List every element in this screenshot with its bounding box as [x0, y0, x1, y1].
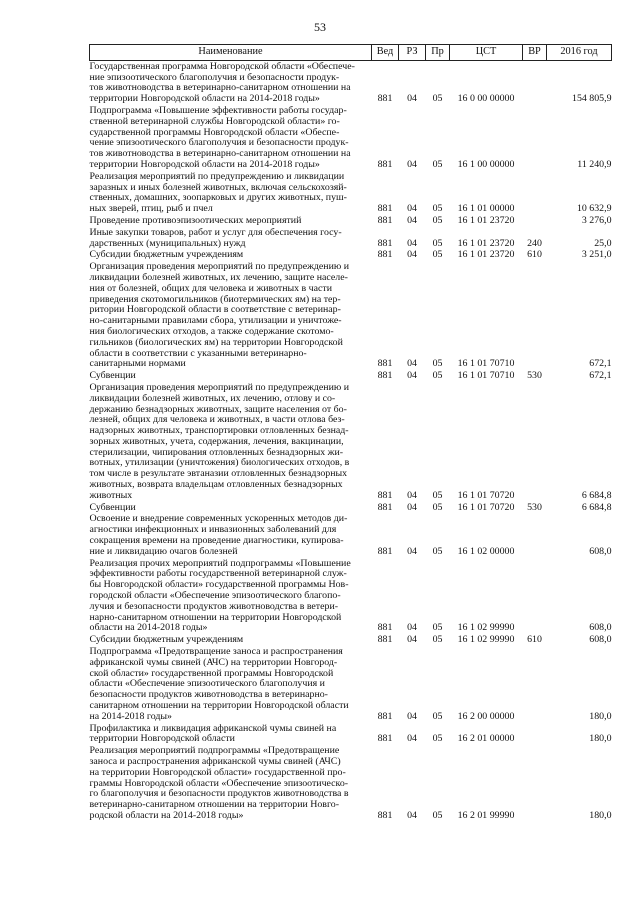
row-name — [90, 227, 372, 250]
row-pr: 05 — [432, 733, 443, 745]
row-name-line: Субвенции — [89, 501, 136, 513]
row-name-line: Иные закупки товаров, работ и услуг для обеспечения госу- — [89, 226, 342, 238]
row-vr: 530 — [527, 501, 542, 513]
row-name-line: ской области» государственной программы Новгородской — [89, 667, 334, 679]
row-name-line: ственных, домашних, зоопарковых и других животных, пуш- — [89, 192, 347, 204]
header-rz: РЗ — [399, 45, 426, 61]
row-name-line: Профилактика и ликвидация африканской чумы свиней на — [89, 722, 337, 734]
row-name-line: ликвидации болезней животных, их лечению, отлову и со- — [89, 392, 336, 404]
row-cst: 16 1 01 70720 — [457, 501, 515, 513]
row-ved: 881 — [377, 237, 393, 249]
row-rz: 04 — [407, 203, 417, 215]
row-name-line: Подпрограмма «Предотвращение заноса и распространения — [89, 646, 343, 658]
row-rz: 04 — [407, 710, 417, 722]
row-name-line: нарно-санитарном отношении на территории Новгородской — [89, 611, 342, 623]
row-cst: 16 1 01 70710 — [457, 370, 515, 382]
row-name — [90, 171, 372, 215]
table-row — [90, 105, 612, 171]
row-ved: 881 — [377, 93, 393, 105]
row-name-line: ственной ветеринарной службы Новгородской области» го- — [89, 115, 340, 127]
row-pr: 05 — [432, 249, 443, 261]
row-name-line: Освоение и внедрение современных ускоренных методов ди- — [89, 513, 348, 525]
row-amount: 6 684,8 — [581, 489, 612, 501]
table-row — [90, 382, 612, 502]
row-vr — [523, 261, 547, 370]
row-name-line: граммы Новгородской области «Обеспечение эпизоотическо- — [89, 777, 349, 789]
row-ved: 881 — [377, 203, 393, 215]
row-rz: 04 — [407, 733, 417, 745]
row-name-line: приведения скотомогильников (биотермических ям) на тер- — [89, 293, 341, 305]
row-cst: 16 1 02 99990 — [457, 634, 515, 646]
row-vr: 610 — [527, 249, 542, 261]
row-amount: 180,0 — [589, 710, 612, 722]
table-row — [90, 215, 612, 227]
row-ved: 881 — [377, 489, 393, 501]
row-name — [90, 745, 372, 822]
header-pr: Пр — [426, 45, 450, 61]
row-name — [90, 723, 372, 746]
row-name — [90, 249, 372, 261]
row-name-line: заразных и иных болезней животных, включая сельскохозяй- — [89, 181, 347, 193]
table-row — [90, 634, 612, 646]
row-amount: 6 684,8 — [581, 501, 612, 513]
table-row — [90, 370, 612, 382]
row-name-line: том числе в результате эвтаназии отловленных безнадзорных — [89, 468, 348, 480]
row-cst: 16 0 00 00000 — [457, 93, 515, 105]
row-vr — [523, 105, 547, 171]
row-name — [90, 105, 372, 171]
table-row — [90, 745, 612, 822]
row-ved: 881 — [377, 501, 393, 513]
row-name-line: территории Новгородской области на 2014-2018 годы» — [89, 158, 320, 170]
row-ved: 881 — [377, 158, 393, 170]
row-rz: 04 — [407, 158, 417, 170]
row-name-line: гильников (биологических ям) на территории Новгородской — [89, 336, 343, 348]
row-amount: 608,0 — [589, 634, 612, 646]
row-ved: 881 — [377, 545, 393, 557]
row-name-line: стерилизации, чипирования отловленных безнадзорных жи- — [89, 446, 344, 458]
row-ved: 881 — [377, 370, 393, 382]
table-row — [90, 249, 612, 261]
row-name-line: вотных, утилизации (уничтожения) биологических отходов, в — [89, 457, 350, 469]
row-name-line: сударственной программы Новгородской области «Обеспе- — [89, 126, 340, 138]
row-name — [90, 646, 372, 723]
row-pr: 05 — [432, 158, 443, 170]
table-row — [90, 227, 612, 250]
row-name-line: но-санитарными правилами сбора, утилизации и уничтоже- — [89, 315, 342, 327]
row-name-line: африканской чумы свиней (АЧС) на территории Новгород- — [89, 656, 338, 668]
row-pr: 05 — [432, 545, 443, 557]
budget-table — [89, 44, 612, 822]
row-rz: 04 — [407, 489, 417, 501]
row-vr: 240 — [527, 237, 542, 249]
row-name-line: эффективности работы государственной ветеринарной служ- — [89, 568, 347, 580]
row-name-line: Проведение противоэпизоотических мероприятий — [89, 214, 302, 226]
header-cst: ЦСТ — [450, 45, 523, 61]
table-row — [90, 723, 612, 746]
row-name — [90, 502, 372, 514]
row-amount: 154 805,9 — [572, 93, 612, 105]
row-ved: 881 — [377, 733, 393, 745]
table-row — [90, 171, 612, 215]
row-name-line: ритории Новгородской области в соответствие с ветеринар- — [89, 304, 341, 316]
row-rz: 04 — [407, 622, 417, 634]
row-name-line: держанию безнадзорных животных, защите населения от бо- — [89, 403, 347, 415]
row-ved: 881 — [377, 809, 393, 821]
table-row — [90, 558, 612, 635]
row-amount: 10 632,9 — [576, 203, 612, 215]
row-vr — [523, 382, 547, 502]
row-name-line: Реализация мероприятий по предупреждению и ликвидации — [89, 170, 345, 182]
row-name — [90, 60, 372, 105]
row-name-line: Реализация прочих мероприятий подпрограммы «Повышение — [89, 557, 351, 569]
row-name-line: ние и ликвидацию очагов болезней — [89, 545, 238, 557]
table-body — [90, 60, 612, 821]
row-ved: 881 — [377, 249, 393, 261]
row-name — [90, 215, 372, 227]
row-pr: 05 — [432, 809, 443, 821]
row-pr: 05 — [432, 710, 443, 722]
row-name-line: Реализация мероприятий подпрограммы «Предотвращение — [89, 745, 340, 757]
row-cst: 16 1 02 00000 — [457, 545, 515, 557]
row-name-line: на 2014-2018 годы» — [89, 710, 172, 722]
row-amount: 180,0 — [589, 809, 612, 821]
row-rz: 04 — [407, 249, 417, 261]
row-rz: 04 — [407, 545, 417, 557]
row-name-line: территории Новгородской области — [89, 733, 235, 745]
row-vr — [523, 723, 547, 746]
row-name-line: лезней, общих для человека и животных, в части отлова без- — [89, 414, 345, 426]
row-name — [90, 634, 372, 646]
row-pr: 05 — [432, 358, 443, 370]
row-name-line: городской области «Обеспечение эпизоотического благопо- — [89, 590, 341, 602]
row-pr: 05 — [432, 370, 443, 382]
row-name-line: сокращения времени на проведение диагностики, купирова- — [89, 535, 344, 547]
row-name-line: бы Новгородской области» государственной программы Нов- — [89, 579, 349, 591]
row-name-line: дарственных (муниципальных) нужд — [89, 237, 246, 249]
row-pr: 05 — [432, 489, 443, 501]
row-name-line: агностики инфекционных и инвазионных заболеваний для — [89, 524, 337, 536]
row-amount: 608,0 — [589, 545, 612, 557]
row-name — [90, 513, 372, 557]
row-cst: 16 2 01 00000 — [457, 733, 515, 745]
row-cst: 16 1 01 00000 — [457, 203, 515, 215]
row-pr: 05 — [432, 203, 443, 215]
row-pr: 05 — [432, 501, 443, 513]
row-amount: 180,0 — [589, 733, 612, 745]
row-cst: 16 2 01 99990 — [457, 809, 515, 821]
row-name-line: Организация проведения мероприятий по предупреждению и — [89, 261, 350, 273]
row-name-line: Подпрограмма «Повышение эффективности работы государ- — [89, 104, 347, 116]
row-cst: 16 1 01 23720 — [457, 237, 515, 249]
row-name-line: ветеринарно-санитарном отношении на территории Новго- — [89, 799, 339, 811]
row-ved: 881 — [377, 358, 393, 370]
row-name-line: го благополучия и безопасности продуктов животноводства в — [89, 788, 349, 800]
row-pr: 05 — [432, 93, 443, 105]
row-name-line: Государственная программа Новгородской области «Обеспече- — [89, 60, 355, 72]
row-rz: 04 — [407, 501, 417, 513]
row-name-line: Субсидии бюджетным учреждениям — [89, 634, 244, 646]
row-name-line: надзорных животных, транспортировки отловленных безнад- — [89, 425, 349, 437]
row-ved: 881 — [377, 634, 393, 646]
row-rz: 04 — [407, 214, 417, 226]
row-rz: 04 — [407, 809, 417, 821]
page-number: 53 — [314, 20, 326, 34]
header-name: Наименование — [90, 45, 372, 61]
row-cst: 16 1 01 70710 — [457, 358, 515, 370]
header-amount: 2016 год — [547, 45, 612, 61]
row-name-line: области на 2014-2018 годы» — [89, 622, 208, 634]
row-rz: 04 — [407, 237, 417, 249]
row-name — [90, 370, 372, 382]
row-name-line: чение эпизоотического благополучия и безопасности продук- — [89, 137, 349, 149]
row-name-line: лучия и безопасности продуктов животноводства в ветери- — [89, 600, 339, 612]
table-row — [90, 261, 612, 370]
row-pr: 05 — [432, 622, 443, 634]
row-name-line: Субсидии бюджетным учреждениям — [89, 249, 244, 261]
row-ved: 881 — [377, 622, 393, 634]
row-ved: 881 — [377, 710, 393, 722]
row-rz: 04 — [407, 370, 417, 382]
row-amount: 672,1 — [589, 370, 612, 382]
row-name-line: санитарном отношении на территории Новгородской области — [89, 700, 349, 712]
row-name-line: Организация проведения мероприятий по предупреждению и — [89, 381, 350, 393]
row-name-line: ния биологических отходов, а также содержание скотомо- — [89, 325, 334, 337]
row-name-line: тов животноводства в ветеринарно-санитарном отношении на — [89, 82, 351, 94]
row-rz: 04 — [407, 634, 417, 646]
row-name — [90, 382, 372, 502]
row-name-line: ние эпизоотического благополучия и безопасности продук- — [89, 71, 340, 83]
row-name-line: Субвенции — [89, 370, 136, 382]
row-cst: 16 2 00 00000 — [457, 710, 515, 722]
row-vr — [523, 215, 547, 227]
header-ved: Вед — [372, 45, 399, 61]
row-name-line: области «Обеспечение эпизоотического благополучия и — [89, 678, 325, 690]
table-row — [90, 502, 612, 514]
row-cst: 16 1 00 00000 — [457, 158, 515, 170]
row-amount: 25,0 — [594, 237, 612, 249]
row-vr — [523, 558, 547, 635]
row-ved: 881 — [377, 214, 393, 226]
row-amount: 672,1 — [589, 358, 612, 370]
row-amount: 608,0 — [589, 622, 612, 634]
row-name-line: животных, возврата владельцам отловленных безнадзорных — [89, 479, 343, 491]
row-pr: 05 — [432, 214, 443, 226]
row-name-line: тов животноводства в ветеринарно-санитарном отношении на — [89, 148, 351, 160]
row-name-line: родской области на 2014-2018 годы» — [89, 809, 244, 821]
table-row — [90, 513, 612, 557]
row-cst: 16 1 01 70720 — [457, 489, 515, 501]
row-vr — [523, 60, 547, 105]
row-name-line: животных — [89, 489, 133, 501]
row-vr: 530 — [527, 370, 542, 382]
row-vr — [523, 513, 547, 557]
row-name-line: зорных животных, учета, содержания, лечения, вакцинации, — [89, 435, 344, 447]
row-name-line: ликвидации болезней животных, их лечению, защите населе- — [89, 271, 348, 283]
row-name-line: территории Новгородской области на 2014-2018 годы» — [89, 93, 320, 105]
row-name-line: области в соответствии с указанными ветеринарно- — [89, 347, 307, 359]
row-cst: 16 1 01 23720 — [457, 214, 515, 226]
row-name-line: заноса и распространения африканской чумы свиней (АЧС) — [89, 756, 341, 767]
row-name-line: санитарными нормами — [89, 358, 186, 370]
row-vr — [523, 171, 547, 215]
table-header — [90, 45, 612, 61]
row-name-line: безопасности продуктов животноводства в ветеринарно- — [89, 689, 328, 701]
row-name-line: ных зверей, птиц, рыб и пчел — [89, 203, 213, 215]
row-vr — [523, 745, 547, 822]
row-cst: 16 1 01 23720 — [457, 249, 515, 261]
row-name — [90, 261, 372, 370]
row-amount: 3 276,0 — [581, 214, 612, 226]
row-amount: 11 240,9 — [577, 158, 612, 170]
row-name-line: на территории Новгородской области» государственной про- — [89, 766, 346, 778]
row-vr: 610 — [527, 634, 542, 646]
row-vr — [523, 646, 547, 723]
row-name — [90, 558, 372, 635]
row-cst: 16 1 02 99990 — [457, 622, 515, 634]
row-name-line: ния от болезней, общих для человека и животных в части — [89, 282, 333, 294]
row-pr: 05 — [432, 634, 443, 646]
table-row — [90, 646, 612, 723]
row-rz: 04 — [407, 93, 417, 105]
row-rz: 04 — [407, 358, 417, 370]
header-vr: ВР — [523, 45, 547, 61]
table-row — [90, 60, 612, 105]
row-pr: 05 — [432, 237, 443, 249]
row-amount: 3 251,0 — [581, 249, 612, 261]
